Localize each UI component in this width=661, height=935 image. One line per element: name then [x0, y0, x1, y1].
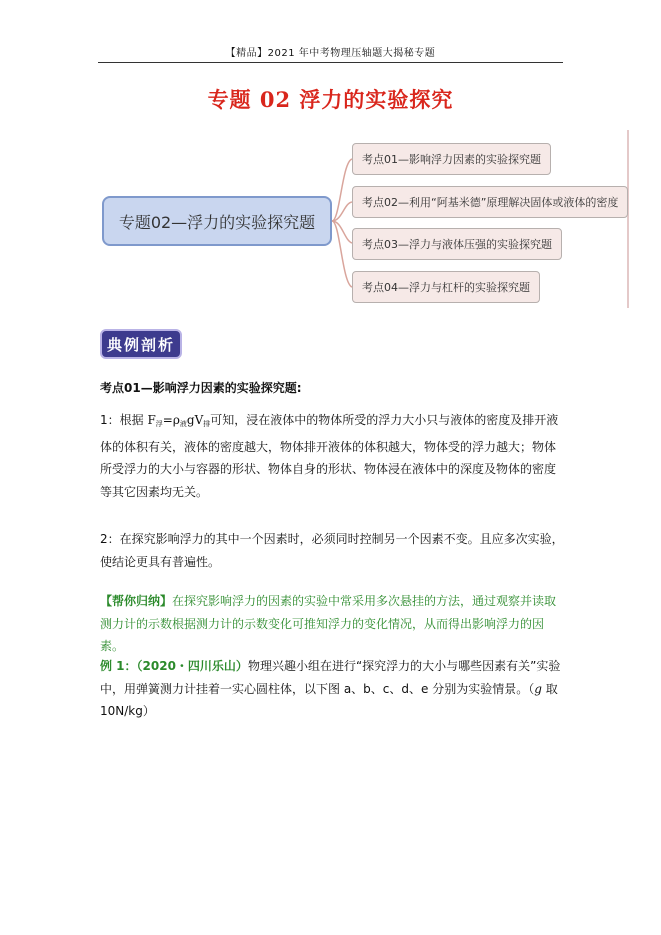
section-heading: 考点01—影响浮力因素的实验探究题: [100, 381, 302, 395]
help-summary-text: 在探究影响浮力的因素的实验中常采用多次悬挂的方法，通过观察并读取测力计的示数根据测力计的示数变化可推知浮力的变化情况，从而得出影响浮力的因素。 [100, 594, 557, 653]
formula-v-sub: 排 [203, 420, 211, 428]
help-summary-label: 【帮你归纳】 [100, 594, 173, 608]
mind-map-node-2: 考点02—利用“阿基米德”原理解决固体或液体的密度 [352, 186, 628, 218]
paragraph-1 [100, 409, 565, 503]
para1-text: 可知，浸在液体中的物体所受的浮力大小只与液体的密度及排开液体的体积有关，液体的密度越大，物体排开液体的体积越大，物体受的浮力越大；物体所受浮力的大小与容器的形状、物体自身的形状、物体浸在液体中的深度及物体的密度等其它因素均无关。 [100, 413, 559, 499]
example-1-label: 例 1：（2020・四川乐山） [100, 659, 248, 673]
mind-map-root: 专题02—浮力的实验探究题 [102, 196, 332, 246]
header-rule [98, 62, 563, 63]
page-header: 【精品】2021 年中考物理压轴题大揭秘专题 [225, 48, 436, 59]
paragraph-2: 2：在探究影响浮力的其中一个因素时，必须同时控制另一个因素不变。且应多次实验，使结论更具有普遍性。 [100, 532, 564, 569]
example-1-text: 物理兴趣小组在进行“探究浮力的大小与哪些因素有关”实验中，用弹簧测力计挂着一实心圆柱体，以下图 a、b、c、d、e 分别为实验情景。（ [100, 659, 561, 696]
mind-map-node-1: 考点01—影响浮力因素的实验探究题 [352, 143, 551, 175]
mind-map-node-3: 考点03—浮力与液体压强的实验探究题 [352, 228, 562, 260]
help-summary-paragraph [100, 590, 565, 658]
example-analysis-badge: 典例剖析 [100, 329, 182, 359]
formula-gv: gV [186, 413, 204, 427]
example-1-tail: 取 10N/kg） [100, 681, 558, 718]
formula-f-sub: 浮 [155, 420, 163, 428]
formula-rho-sub: 液 [179, 420, 187, 428]
mind-map-node-4: 考点04—浮力与杠杆的实验探究题 [352, 271, 540, 303]
formula-eq: = [162, 413, 173, 427]
formula-rho: ρ [172, 413, 180, 427]
mind-map [0, 130, 661, 315]
formula-f: F [147, 413, 156, 427]
page-title: 专题 02 浮力的实验探究 [207, 87, 454, 112]
example-1-g: g [534, 681, 542, 696]
buoyancy-formula [147, 413, 210, 427]
para1-prefix: 1：根据 [100, 413, 148, 427]
example-1-paragraph [100, 655, 565, 723]
